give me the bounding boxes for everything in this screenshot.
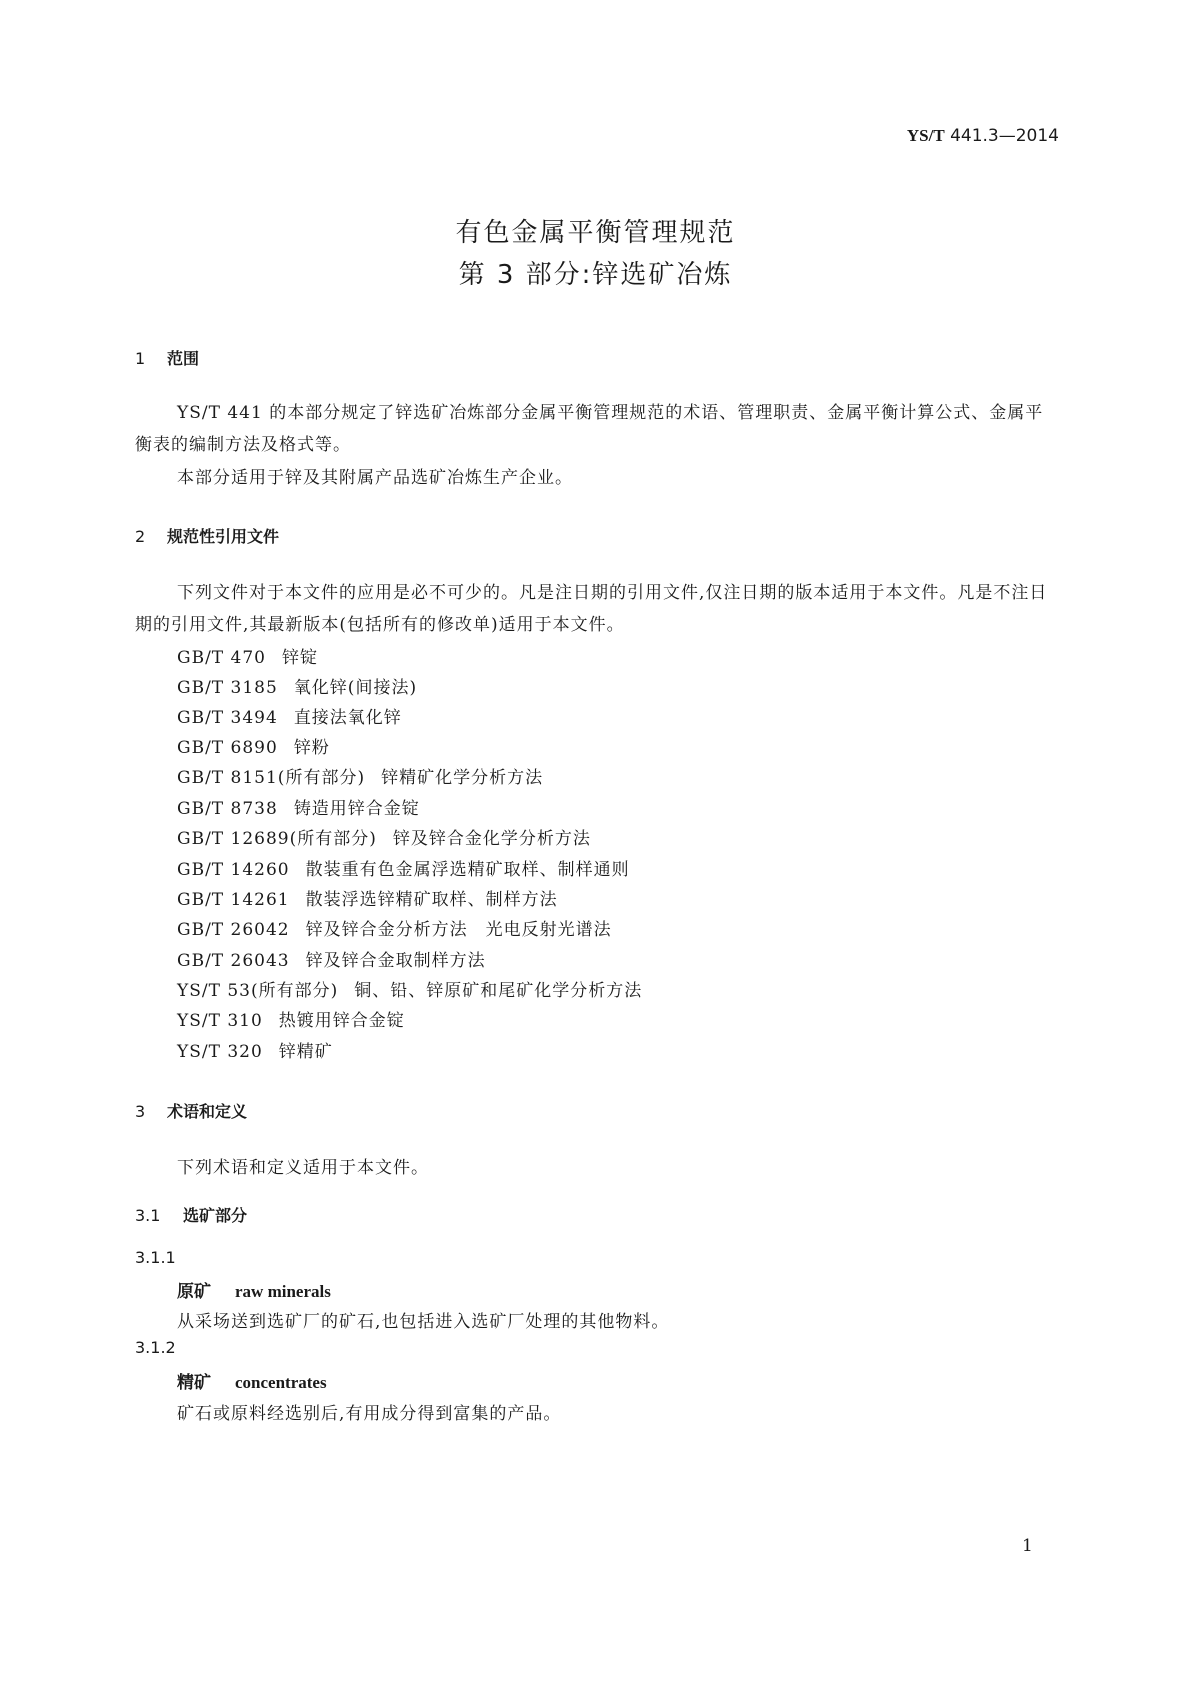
section-number: 1 xyxy=(135,349,146,368)
term-chinese: 原矿 xyxy=(177,1282,211,1302)
reference-title: 锌粉 xyxy=(293,738,330,758)
reference-title: 锌精矿 xyxy=(278,1042,333,1062)
reference-item xyxy=(177,733,330,758)
scope-paragraph: YS/T 441 的本部分规定了锌选矿冶炼部分金属平衡管理规范的术语、管理职责、金属平衡计算公式、金属平衡表的编制方法及格式等。 xyxy=(135,403,1044,455)
document-code xyxy=(907,126,1059,146)
reference-code: GB/T 3185 xyxy=(177,678,278,698)
reference-code: GB/T 14260 xyxy=(177,860,290,880)
section-1-heading xyxy=(135,346,199,369)
reference-code: GB/T 26042 xyxy=(177,920,290,940)
section-number: 3 xyxy=(135,1102,146,1121)
reference-title: 氧化锌(间接法) xyxy=(293,678,418,698)
reference-item xyxy=(177,1037,333,1062)
section-title: 范围 xyxy=(167,349,200,368)
reference-title: 锌锭 xyxy=(282,648,318,668)
reference-item xyxy=(177,794,420,819)
reference-code: GB/T 8151(所有部分) xyxy=(177,768,366,788)
section-number: 2 xyxy=(135,527,146,546)
term-heading xyxy=(177,1368,327,1393)
reference-code: GB/T 14261 xyxy=(177,890,290,910)
subsection-title: 选矿部分 xyxy=(183,1206,248,1225)
term-definition: 从采场送到选矿厂的矿石,也包括进入选矿厂处理的其他物料。 xyxy=(177,1312,670,1332)
document-code-prefix: YS/T xyxy=(906,126,945,145)
reference-code: GB/T 8738 xyxy=(177,799,278,819)
reference-item xyxy=(177,763,543,788)
reference-code: GB/T 3494 xyxy=(177,708,278,728)
term-heading xyxy=(177,1277,331,1302)
reference-item xyxy=(177,946,486,971)
reference-item xyxy=(177,885,558,910)
reference-item xyxy=(177,824,591,849)
references-intro: 下列文件对于本文件的应用是必不可少的。凡是注日期的引用文件,仅注日期的版本适用于本文件。凡是不注日期的引用文件,其最新版本(包括所有的修改单)适用于本文件。 xyxy=(135,583,1048,635)
document-code-number: 441.3—2014 xyxy=(950,126,1059,146)
subsection-number: 3.1 xyxy=(135,1206,161,1225)
term-chinese: 精矿 xyxy=(177,1373,211,1393)
reference-item xyxy=(177,976,642,1001)
reference-item xyxy=(177,855,630,880)
reference-title: 锌及锌合金取制样方法 xyxy=(305,951,486,971)
reference-item xyxy=(177,673,417,698)
section-3-heading xyxy=(135,1099,247,1122)
reference-item xyxy=(177,703,402,728)
term-definition: 矿石或原料经选别后,有用成分得到富集的产品。 xyxy=(177,1404,562,1424)
reference-code: GB/T 6890 xyxy=(177,738,278,758)
reference-title: 散装浮选锌精矿取样、制样方法 xyxy=(305,890,558,910)
section-title: 术语和定义 xyxy=(167,1102,248,1121)
section-2-heading xyxy=(135,524,279,547)
term-number: 3.1.1 xyxy=(135,1248,176,1267)
scope-applicability: 本部分适用于锌及其附属产品选矿冶炼生产企业。 xyxy=(177,468,573,488)
reference-code: YS/T 53(所有部分) xyxy=(177,981,339,1001)
reference-code: GB/T 26043 xyxy=(177,951,290,971)
terms-intro: 下列术语和定义适用于本文件。 xyxy=(177,1158,429,1178)
reference-item xyxy=(177,643,318,668)
document-subtitle: 第 3 部分:锌选矿冶炼 xyxy=(458,260,733,290)
reference-title: 锌精矿化学分析方法 xyxy=(381,768,544,788)
reference-title: 直接法氧化锌 xyxy=(293,708,402,728)
term-english: raw minerals xyxy=(235,1282,331,1301)
reference-title: 铸造用锌合金锭 xyxy=(293,799,420,819)
reference-code: GB/T 12689(所有部分) xyxy=(177,829,377,849)
reference-item xyxy=(177,915,612,940)
term-number: 3.1.2 xyxy=(135,1338,176,1357)
reference-code: YS/T 310 xyxy=(177,1011,263,1031)
reference-title: 锌及锌合金分析方法 光电反射光谱法 xyxy=(305,920,612,940)
reference-title: 热镀用锌合金锭 xyxy=(278,1011,405,1031)
reference-title: 散装重有色金属浮选精矿取样、制样通则 xyxy=(305,860,630,880)
section-title: 规范性引用文件 xyxy=(167,527,280,546)
reference-code: YS/T 320 xyxy=(177,1042,263,1062)
subsection-3-1-heading xyxy=(135,1203,247,1226)
reference-item xyxy=(177,1006,405,1031)
page-number: 1 xyxy=(1022,1536,1033,1556)
reference-title: 锌及锌合金化学分析方法 xyxy=(392,829,591,849)
reference-title: 铜、铅、锌原矿和尾矿化学分析方法 xyxy=(354,981,643,1001)
document-title: 有色金属平衡管理规范 xyxy=(455,218,736,248)
term-english: concentrates xyxy=(235,1373,327,1392)
reference-code: GB/T 470 xyxy=(177,648,266,668)
